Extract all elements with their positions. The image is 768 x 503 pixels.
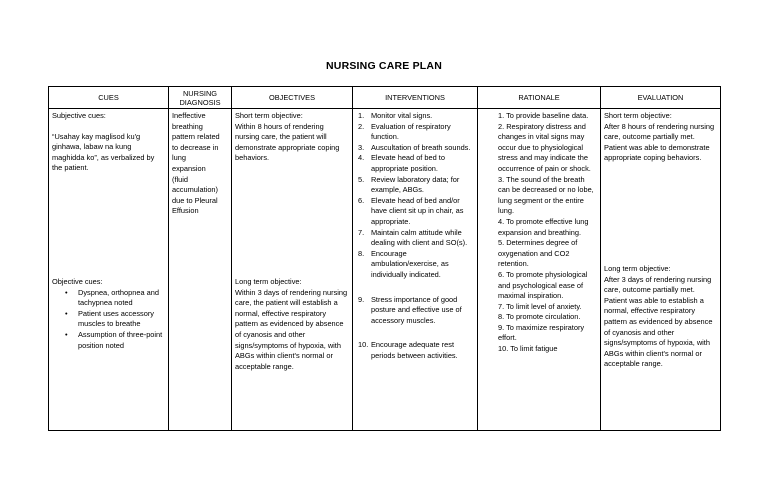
long-term-objective-label: Long term objective: xyxy=(235,277,302,286)
list-item: 1. To provide baseline data. xyxy=(498,111,589,120)
list-item: • Patient uses accessory muscles to breathe xyxy=(65,308,154,329)
interventions-cell xyxy=(353,109,478,431)
header-diagnosis-line1: NURSING xyxy=(182,88,218,98)
cues-cell xyxy=(49,109,169,431)
list-item: 2. Respiratory distress and changes in vital signs may occur due to physiological stress and may indicate the occurrence of pain or shock. xyxy=(498,121,591,173)
list-item: 10. Encourage adequate rest periods between activities. xyxy=(358,340,458,360)
header-diagnosis xyxy=(169,87,232,109)
interventions-list-end xyxy=(358,340,471,361)
header-diagnosis-line2: DIAGNOSIS xyxy=(179,97,221,107)
subjective-cues-label: Subjective cues: xyxy=(52,111,106,120)
page-title: NURSING CARE PLAN xyxy=(326,60,442,72)
list-item: 6. To promote physiological and psychological ease of maximal inspiration. xyxy=(498,269,588,301)
rationale-list xyxy=(498,111,597,355)
interventions-list-continued xyxy=(358,295,471,327)
list-item: 5. Determines degree of oxygenation and CO2 retention. xyxy=(498,238,578,269)
care-plan-table xyxy=(48,86,721,431)
short-term-objective-text: Within 8 hours of rendering nursing care, the patient will demonstrate appropriate coping behaviors. xyxy=(235,121,340,163)
list-item: 5. Review laboratory data; for example, ABGs. xyxy=(358,174,460,195)
list-item: • Assumption of three-point position noted xyxy=(65,329,163,350)
objective-cues-list xyxy=(52,288,165,352)
header-evaluation: EVALUATION xyxy=(601,87,721,109)
short-term-evaluation-text: After 8 hours of rendering nursing care, outcome partially met. Patient was able to demonstrate appropriate coping behaviors. xyxy=(604,121,715,163)
list-item: 2. Evaluation of respiratory function. xyxy=(358,121,451,142)
list-item: 9. Stress importance of good posture and effective use of accessory muscles. xyxy=(358,294,462,325)
header-cues: CUES xyxy=(49,87,169,109)
long-term-objective-text: Within 3 days of rendering nursing care, the patient will establish a normal, effective respiratory pattern as evidenced by absence of cyanosis and other signs/symptoms of hypoxia, with ABGs within client's normal or acceptable range. xyxy=(235,287,348,371)
list-item: 10. To limit fatigue xyxy=(498,344,558,354)
list-item: 4. To promote effective lung expansion and breathing. xyxy=(498,216,589,237)
list-item: • Dyspnea, orthopnea and tachypnea noted xyxy=(65,287,159,308)
list-item: 3. Auscultation of breath sounds. xyxy=(358,142,471,152)
evaluation-cell xyxy=(601,109,721,431)
content-row xyxy=(49,109,721,431)
header-row xyxy=(49,87,721,109)
list-item: 9. To maximize respiratory effort. xyxy=(498,322,585,343)
objectives-cell xyxy=(232,109,353,431)
diagnosis-text: Ineffective breathing pattern related to decrease in lung expansion (fluid accumulation) due to Pleural Effusion xyxy=(172,111,220,216)
list-item: 7. Maintain calm attitude while dealing with client and SO(s). xyxy=(358,227,468,248)
header-rationale: RATIONALE xyxy=(478,87,601,109)
interventions-list xyxy=(358,111,471,281)
short-term-evaluation-label: Short term objective: xyxy=(604,111,672,120)
subjective-cues-quote: “Usahay kay maglisod ku'g ginhawa, labaw na kung maghidda ko”, as verbalized by the patient. xyxy=(52,131,155,173)
list-item: 8. To promote circulation. xyxy=(498,312,581,322)
objective-cues-label: Objective cues: xyxy=(52,277,103,286)
header-objectives: OBJECTIVES xyxy=(232,87,353,109)
list-item: 7. To limit level of anxiety. xyxy=(498,301,582,311)
list-item: 6. Elevate head of bed and/or have client sit up in chair, as appropriate. xyxy=(358,195,464,226)
rationale-cell xyxy=(478,109,601,431)
list-item: 1. Monitor vital signs. xyxy=(358,111,433,120)
long-term-evaluation-label: Long term objective: xyxy=(604,264,671,273)
short-term-objective-label: Short term objective: xyxy=(235,111,303,120)
list-item: 4. Elevate head of bed to appropriate position. xyxy=(358,153,445,173)
header-interventions: INTERVENTIONS xyxy=(353,87,478,109)
list-item: 3. The sound of the breath can be decreased or no lobe, lung segment or the entire lung. xyxy=(498,174,594,216)
list-item: 8. Encourage ambulation/exercise, as individually indicated. xyxy=(358,248,449,279)
long-term-evaluation-text: After 3 days of rendering nursing care, outcome partially met. Patient was able to establish a normal, effective respiratory pattern as evidenced by absence of cyanosis and other signs/symptoms of hypoxia, with ABGs within client's normal or acceptable range. xyxy=(604,274,713,369)
diagnosis-cell xyxy=(169,109,232,431)
